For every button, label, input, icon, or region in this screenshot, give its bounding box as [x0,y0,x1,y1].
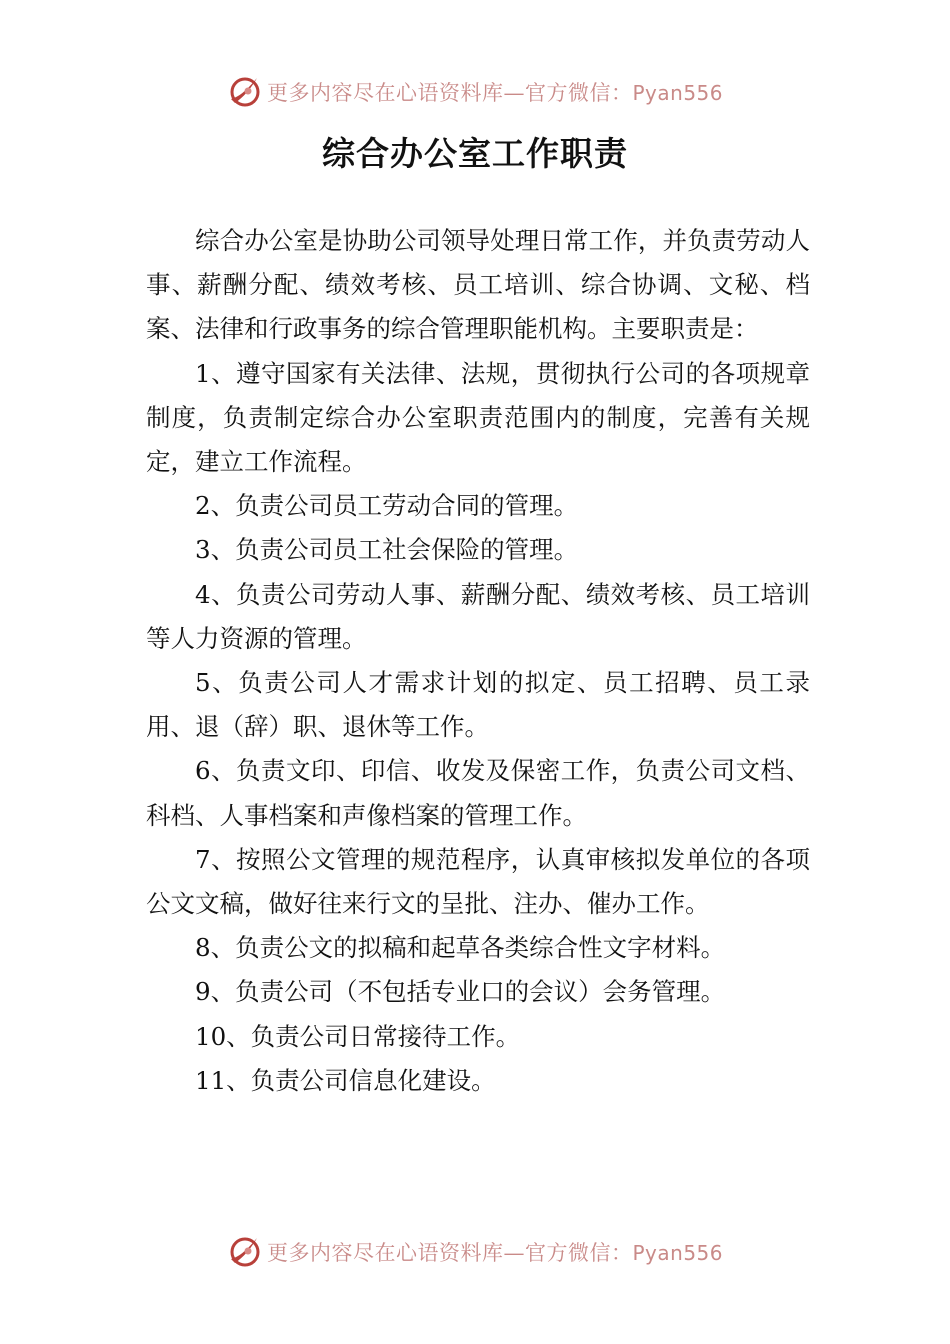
watermark-text [267,1237,723,1267]
header-watermark [0,72,950,112]
duty-item: 11、负责公司信息化建设。 [195,1065,496,1095]
duty-item: 3、负责公司员工社会保险的管理。 [195,535,579,565]
intro-paragraph: 综合办公室是协助公司领导处理日常工作，并负责劳动人事、薪酬分配、绩效考核、员工培训、综合协调、文秘、档案、法律和行政事务的综合管理职能机构。主要职责是： [146,226,810,344]
watermark-text [267,77,723,107]
watermark-wechat-id: Pyan556 [632,1241,723,1265]
duty-item: 8、负责公文的拟稿和起草各类综合性文字材料。 [195,933,726,963]
duty-item: 4、负责公司劳动人事、薪酬分配、绩效考核、员工培训等人力资源的管理。 [146,579,810,653]
logo-icon [227,1234,263,1270]
document-body [146,219,810,1103]
footer-watermark [0,1232,950,1272]
duty-item: 10、负责公司日常接待工作。 [195,1021,521,1051]
watermark-prefix: 更多内容尽在心语资料库—官方微信： [266,1241,633,1265]
duty-item: 6、负责文印、印信、收发及保密工作，负责公司文档、科档、人事档案和声像档案的管理工作。 [146,756,810,830]
duty-item: 5、负责公司人才需求计划的拟定、员工招聘、员工录用、退（辞）职、退休等工作。 [146,668,810,742]
watermark-wechat-id: Pyan556 [632,81,723,105]
logo-icon [227,74,263,110]
duty-item: 9、负责公司（不包括专业口的会议）会务管理。 [195,977,726,1007]
duty-item: 7、按照公文管理的规范程序，认真审核拟发单位的各项公文文稿，做好往来行文的呈批、注办、催办工作。 [146,844,810,919]
watermark-prefix: 更多内容尽在心语资料库—官方微信： [266,81,633,105]
document-title: 综合办公室工作职责 [322,134,628,173]
duty-item: 2、负责公司员工劳动合同的管理。 [195,491,579,521]
duty-item: 1、遵守国家有关法律、法规，贯彻执行公司的各项规章制度，负责制定综合办公室职责范围内的制度，完善有关规定，建立工作流程。 [146,358,810,477]
